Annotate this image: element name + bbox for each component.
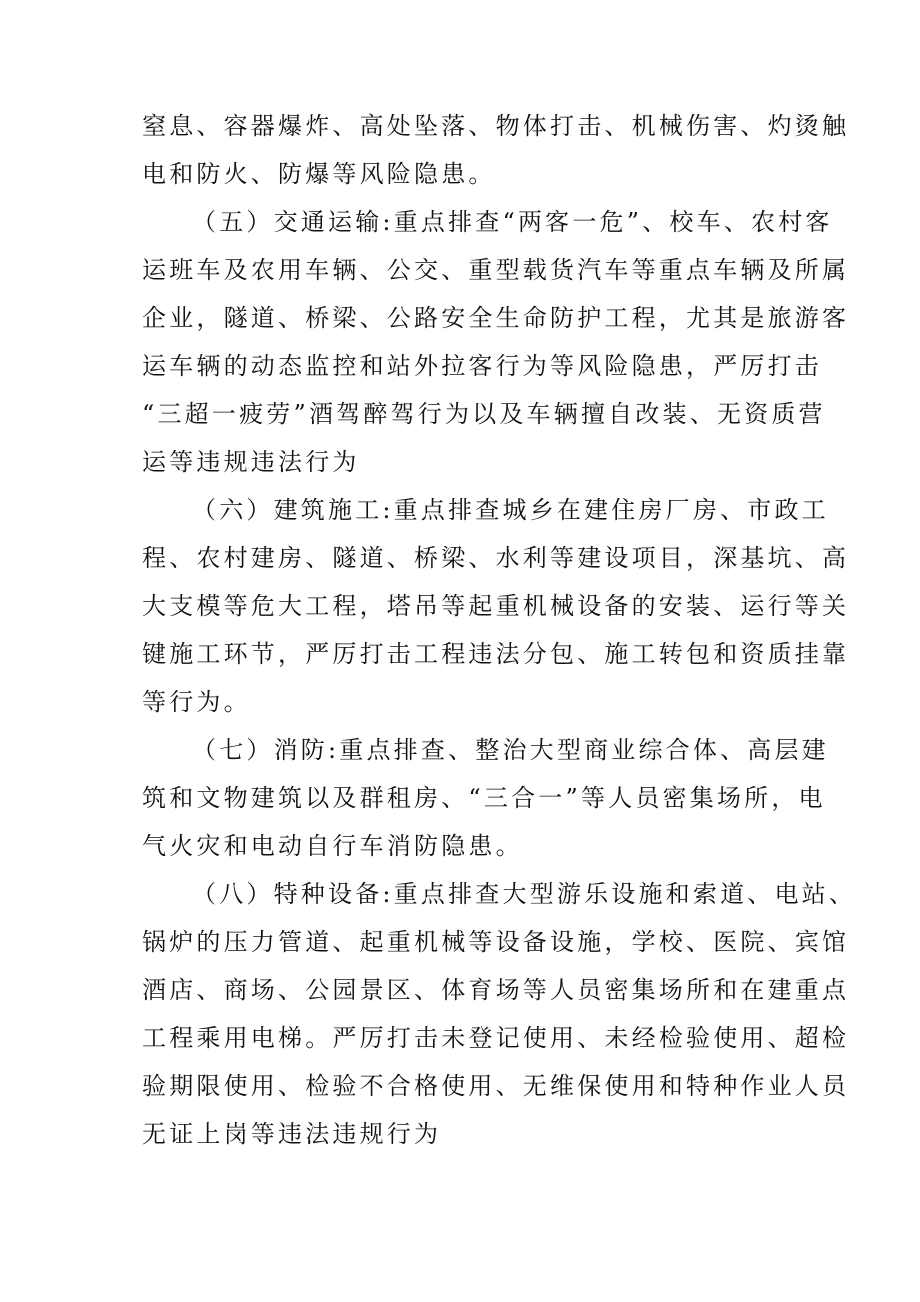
paragraph-construction <box>142 486 850 726</box>
text-line: 工程乘用电梯。严厉打击未登记使用、未经检验使用、超检 <box>142 1024 850 1052</box>
paragraph-special-equipment <box>142 870 857 1158</box>
paragraph-fire-safety <box>142 726 829 870</box>
text-line: 运班车及农用车辆、公交、重型载货汽车等重点车辆及所属 <box>142 256 850 284</box>
paragraph-continuation <box>142 102 850 198</box>
text-line: 运车辆的动态监控和站外拉客行为等风险隐患，严厉打击 <box>142 352 822 380</box>
text-line: 等行为。 <box>142 688 251 716</box>
text-line: 运等违规违法行为 <box>142 448 360 476</box>
text-line: 气火灾和电动自行车消防隐患。 <box>142 832 523 860</box>
document-body <box>142 102 857 1158</box>
text-line: 窒息、容器爆炸、高处坠落、物体打击、机械伤害、灼烫触 <box>142 112 850 140</box>
text-line: 筑和文物建筑以及群租房、“三合一”等人员密集场所，电 <box>142 784 826 812</box>
text-line: 无证上岗等违法违规行为 <box>142 1120 442 1148</box>
text-line: “三超一疲劳”酒驾醉驾行为以及车辆擅自改装、无资质营 <box>142 400 826 428</box>
paragraph-transportation <box>142 198 850 486</box>
text-line: 锅炉的压力管道、起重机械等设备设施，学校、医院、宾馆 <box>142 928 850 956</box>
text-line: 大支模等危大工程，塔吊等起重机械设备的安装、运行等关 <box>142 592 850 620</box>
text-line: 酒店、商场、公园景区、体育场等人员密集场所和在建重点 <box>142 976 850 1004</box>
text-line: （七）消防:重点排查、整治大型商业综合体、高层建 <box>192 736 829 764</box>
text-line: 企业，隧道、桥梁、公路安全生命防护工程，尤其是旅游客 <box>142 304 850 332</box>
text-line: （八）特种设备:重点排查大型游乐设施和索道、电站、 <box>192 880 857 908</box>
text-line: （五）交通运输:重点排查“两客一危”、校车、农村客 <box>192 208 833 236</box>
text-line: 验期限使用、检验不合格使用、无维保使用和特种作业人员 <box>142 1072 850 1100</box>
text-line: 键施工环节，严厉打击工程违法分包、施工转包和资质挂靠 <box>142 640 850 668</box>
text-line: （六）建筑施工:重点排查城乡在建住房厂房、市政工 <box>192 496 829 524</box>
text-line: 程、农村建房、隧道、桥梁、水利等建设项目，深基坑、高 <box>142 544 850 572</box>
text-line: 电和防火、防爆等风险隐患。 <box>142 160 496 188</box>
